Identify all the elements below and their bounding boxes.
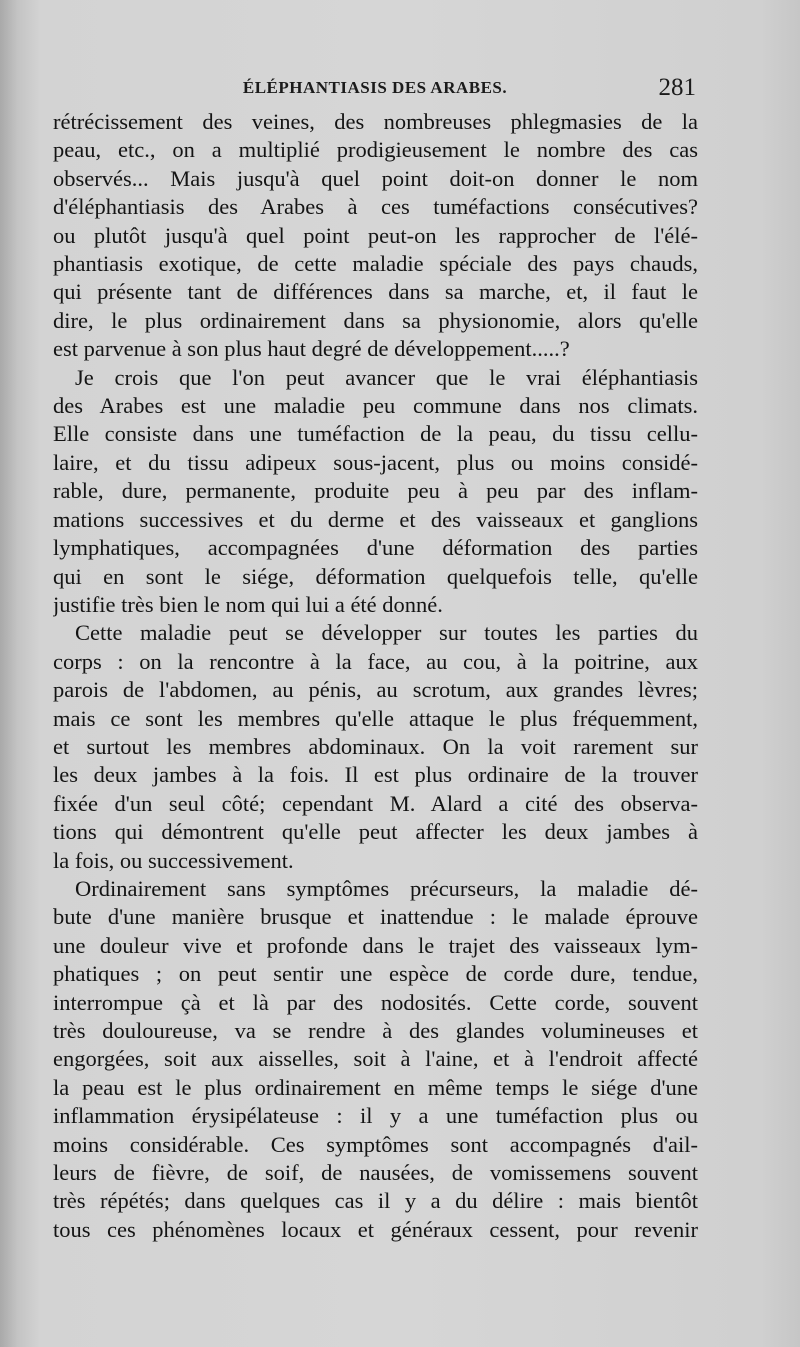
text-line: rétrécissement des veines, des nombreuses phlegmasies de la	[53, 109, 698, 134]
text-line: très répétés; dans quelques cas il y a du délire : mais bientôt	[53, 1188, 698, 1214]
text-line: tions qui démontrent qu'elle peut affecter les deux jambes à	[53, 819, 698, 845]
text-line: corps : on la rencontre à la face, au cou, à la poitrine, aux	[53, 648, 698, 674]
running-title: ÉLÉPHANTIASIS DES ARABES.	[242, 78, 508, 97]
text-line: ou plutôt jusqu'à quel point peut-on les rapprocher de l'élé-	[53, 222, 698, 248]
text-line: engorgées, soit aux aisselles, soit à l'aine, et à l'endroit affecté	[53, 1046, 698, 1072]
text-line: lymphatiques, accompagnées d'une déformation des parties	[53, 535, 698, 561]
text-line: moins considérable. Ces symptômes sont accompagnés d'ail-	[53, 1131, 698, 1157]
page-number: 281	[658, 74, 696, 101]
text-line: mations successives et du derme et des vaisseaux et ganglions	[53, 506, 698, 532]
text-line: Je crois que l'on peut avancer que le vrai éléphantiasis	[75, 364, 698, 390]
text-line: des Arabes est une maladie peu commune dans nos climats.	[53, 393, 698, 419]
text-line: la fois, ou successivement.	[53, 847, 294, 873]
text-line: bute d'une manière brusque et inattendue : le malade éprouve	[53, 904, 698, 930]
text-line: qui présente tant de différences dans sa marche, et, il faut le	[53, 279, 698, 305]
text-line: mais ce sont les membres qu'elle attaque le plus fréquemment,	[53, 705, 698, 731]
text-line: justifie très bien le nom qui lui a été donné.	[53, 591, 443, 617]
text-line: une douleur vive et profonde dans le trajet des vaisseaux lym-	[53, 932, 698, 958]
text-line: inflammation érysipélateuse : il y a une tuméfaction plus ou	[53, 1103, 698, 1129]
text-line: tous ces phénomènes locaux et généraux cessent, pour revenir	[53, 1216, 698, 1242]
text-line: phatiques ; on peut sentir une espèce de corde dure, tendue,	[53, 961, 698, 987]
text-line: les deux jambes à la fois. Il est plus ordinaire de la trouver	[53, 762, 698, 788]
text-line: Ordinairement sans symptômes précurseurs, la maladie dé-	[75, 875, 698, 901]
text-line: Elle consiste dans une tuméfaction de la peau, du tissu cellu-	[53, 421, 698, 447]
text-line: qui en sont le siége, déformation quelquefois telle, qu'elle	[53, 563, 698, 589]
text-line: fixée d'un seul côté; cependant M. Alard a cité des observa-	[53, 790, 698, 816]
running-head	[52, 76, 698, 106]
text-line: parois de l'abdomen, au pénis, au scrotum, aux grandes lèvres;	[53, 677, 698, 703]
paragraph-3	[53, 619, 698, 875]
text-line: interrompue çà et là par des nodosités. Cette corde, souvent	[53, 989, 698, 1015]
text-line: est parvenue à son plus haut degré de développement.....?	[53, 336, 570, 362]
text-line: d'éléphantiasis des Arabes à ces tuméfactions consécutives?	[53, 194, 698, 220]
text-line: observés... Mais jusqu'à quel point doit-on donner le nom	[53, 165, 698, 191]
text-line: et surtout les membres abdominaux. On la voit rarement sur	[53, 733, 698, 759]
text-line: laire, et du tissu adipeux sous-jacent, plus ou moins considé-	[53, 449, 698, 475]
text-line: la peau est le plus ordinairement en même temps le siége d'une	[53, 1074, 698, 1100]
paragraph-1	[53, 108, 698, 364]
text-line: Cette maladie peut se développer sur toutes les parties du	[75, 620, 698, 646]
text-line: dire, le plus ordinairement dans sa physionomie, alors qu'elle	[53, 307, 698, 333]
paragraph-4	[53, 875, 698, 1244]
text-line: très douloureuse, va se rendre à des glandes volumineuses et	[53, 1018, 698, 1043]
text-line: leurs de fièvre, de soif, de nausées, de vomissemens souvent	[53, 1160, 698, 1186]
text-line: rable, dure, permanente, produite peu à peu par des inflam-	[53, 478, 698, 504]
paragraph-2	[53, 364, 698, 620]
text-line: phantiasis exotique, de cette maladie spéciale des pays chauds,	[53, 251, 698, 277]
body-text	[53, 108, 698, 1244]
text-line: peau, etc., on a multiplié prodigieusement le nombre des cas	[53, 137, 698, 163]
